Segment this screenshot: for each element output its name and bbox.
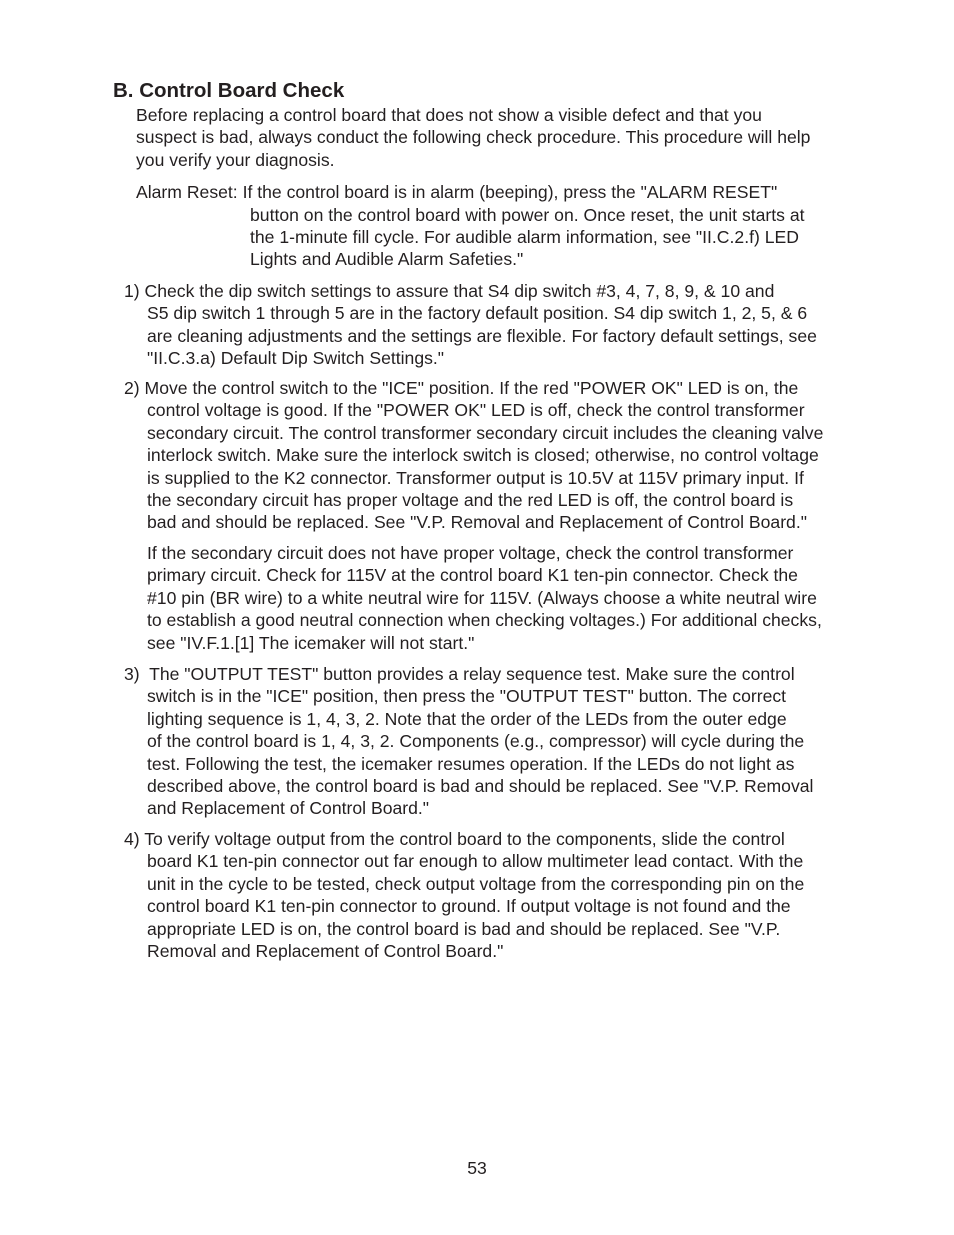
step-4-first-line: 4) To verify voltage output from the control board to the components, slide the control <box>124 829 785 849</box>
step-1-first-line: 1) Check the dip switch settings to assure that S4 dip switch #3, 4, 7, 8, 9, & 10 and <box>124 281 775 301</box>
step-4-continuation: board K1 ten-pin connector out far enough to allow multimeter lead contact. With the unit in the cycle to be tested, check output voltage from the corresponding pin on the control board K1 ten-pin connector to ground. If output voltage is not found and the appropriate LED is on, the control board is bad and should be replaced. See "V.P. Removal and Replacement of Control Board." <box>147 851 805 962</box>
step-1-continuation: S5 dip switch 1 through 5 are in the factory default position. S4 dip switch 1, 2, 5, & 6 are cleaning adjustments and the settings are flexible. For factory default settings, see "II.C.3.a) Default Dip Switch Settings." <box>147 303 817 369</box>
alarm-reset-first-line: Alarm Reset: If the control board is in alarm (beeping), press the "ALARM RESET" <box>136 182 778 202</box>
intro-paragraph: Before replacing a control board that does not show a visible defect and that you suspect is bad, always conduct the following check procedure. This procedure will help you verify your diagnosis. <box>136 105 811 170</box>
step-3-continuation: switch is in the "ICE" position, then press the "OUTPUT TEST" button. The correct lighting sequence is 1, 4, 3, 2. Note that the order of the LEDs from the outer edge of the control board is 1, 4, 3, 2. Components (e.g., compressor) will cycle during the test. Following the test, the icemaker resumes operation. If the LEDs do not light as described above, the control board is bad and should be replaced. See "V.P. Removal and Replacement of Control Board." <box>147 686 814 819</box>
alarm-reset-continuation: button on the control board with power on. Once reset, the unit starts at the 1-minute fill cycle. For audible alarm information, see "II.C.2.f) LED Lights and Audible Alarm Safeties." <box>250 204 805 270</box>
step-2-continuation: control voltage is good. If the "POWER OK" LED is off, check the control transformer secondary circuit. The control transformer secondary circuit includes the cleaning valve interlock switch. Make sure the interlock switch is closed; otherwise, no control voltage is supplied to the K2 connector. Transformer output is 10.5V at 115V primary input. If the secondary circuit has proper voltage and the red LED is off, the control board is bad and should be replaced. See "V.P. Removal and Replacement of Control Board." <box>147 400 824 533</box>
step-3-first-line: 3) The "OUTPUT TEST" button provides a relay sequence test. Make sure the control <box>124 664 795 684</box>
step-2-secondary-paragraph: If the secondary circuit does not have proper voltage, check the control transformer primary circuit. Check for 115V at the control board K1 ten-pin connector. Check the #10 pin (BR wire) to a white neutral wire for 115V. (Always choose a white neutral wire to establish a good neutral connection when checking voltages.) For additional checks, see "IV.F.1.[1] The icemaker will not start." <box>147 543 822 653</box>
page-number: 53 <box>467 1158 487 1178</box>
step-2-first-line: 2) Move the control switch to the "ICE" position. If the red "POWER OK" LED is on, the <box>124 378 799 398</box>
section-title: B. Control Board Check <box>113 79 345 102</box>
